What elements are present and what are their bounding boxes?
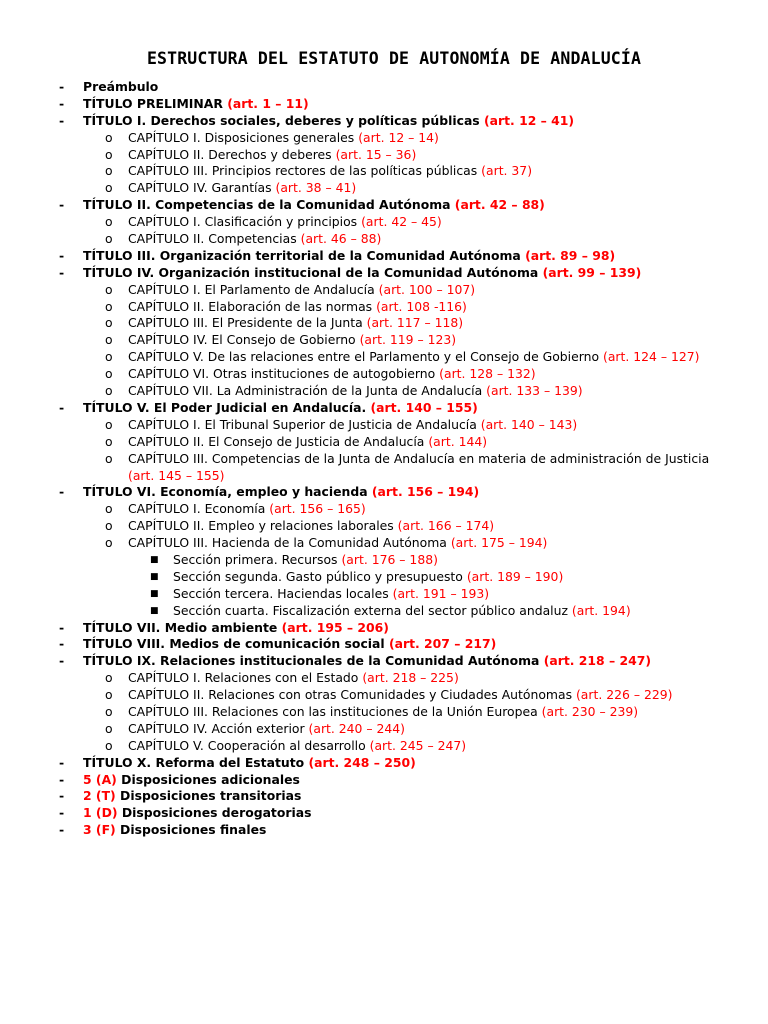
item-label: CAPÍTULO V. De las relaciones entre el Parlamento y el Consejo de Gobierno [128, 349, 603, 365]
outline-item-capitulo [0, 383, 768, 400]
dash-bullet: - [59, 822, 65, 838]
item-text [173, 569, 563, 586]
outline-item-capitulo [0, 434, 768, 451]
circle-bullet: o [105, 720, 113, 736]
article-range: (art. 140 – 143) [480, 416, 578, 432]
item-label: CAPÍTULO I. Economía [128, 501, 270, 517]
circle-bullet: o [105, 214, 113, 230]
circle-bullet: o [105, 535, 113, 551]
item-text [128, 315, 463, 332]
item-text [83, 197, 545, 214]
outline-item-seccion [0, 569, 768, 586]
square-bullet: ■ [150, 554, 159, 565]
outline-item-capitulo [0, 163, 768, 180]
dash-bullet: - [59, 197, 65, 213]
outline-item-capitulo [0, 214, 768, 231]
article-range: (art. 248 – 250) [308, 754, 416, 770]
outline-item-titulo [0, 822, 768, 839]
disposition-count: 3 (F) [83, 822, 121, 838]
item-label: CAPÍTULO II. Derechos y deberes [128, 146, 336, 162]
outline-item-capitulo [0, 282, 768, 299]
outline-item-capitulo [0, 738, 768, 755]
article-range: (art. 128 – 132) [439, 366, 536, 382]
item-label: Sección cuarta. Fiscalización externa del sector público andaluz [173, 602, 572, 618]
item-label: TÍTULO II. Competencias de la Comunidad Autónoma [83, 197, 455, 213]
square-bullet: ■ [150, 588, 159, 599]
article-range: (art. 156 – 194) [371, 484, 480, 500]
disposition-count: 2 (T) [83, 788, 121, 804]
item-text [128, 738, 466, 755]
item-label: CAPÍTULO II. Empleo y relaciones laborales [128, 518, 398, 534]
article-range: (art. 145 – 155) [128, 467, 225, 483]
dash-bullet: - [59, 619, 65, 635]
item-text [128, 501, 366, 518]
outline-item-capitulo [0, 231, 768, 248]
article-range: (art. 245 – 247) [369, 737, 467, 753]
outline-item-titulo [0, 265, 768, 282]
outline-item-capitulo [0, 417, 768, 434]
item-label: TÍTULO VII. Medio ambiente [83, 619, 282, 635]
item-label: Sección tercera. Haciendas locales [173, 585, 393, 601]
dash-bullet: - [59, 399, 65, 415]
outline-item-capitulo [0, 518, 768, 535]
item-label: CAPÍTULO I. Disposiciones generales [128, 129, 359, 145]
item-label: Sección primera. Recursos [173, 551, 342, 567]
outline-item-capitulo [0, 670, 768, 687]
article-range: (art. 99 – 139) [542, 264, 642, 280]
item-text [83, 484, 479, 501]
item-label: CAPÍTULO III. El Presidente de la Junta [128, 315, 367, 331]
dash-bullet: - [59, 484, 65, 500]
item-text [83, 805, 311, 822]
item-label: TÍTULO X. Reforma del Estatuto [83, 754, 309, 770]
outline-item-capitulo [0, 349, 768, 366]
article-range: (art. 144) [428, 433, 488, 449]
item-text [128, 180, 356, 197]
dash-bullet: - [59, 636, 65, 652]
outline-item-capitulo [0, 332, 768, 349]
dash-bullet: - [59, 771, 65, 787]
circle-bullet: o [105, 416, 113, 432]
article-range: (art. 46 – 88) [300, 231, 382, 247]
item-label: CAPÍTULO I. Clasificación y principios [128, 214, 362, 230]
item-label: CAPÍTULO II. Relaciones con otras Comunidades y Ciudades Autónomas [128, 687, 576, 703]
item-text [83, 636, 496, 653]
item-label: CAPÍTULO V. Cooperación al desarrollo [128, 737, 370, 753]
circle-bullet: o [105, 687, 113, 703]
item-text [128, 535, 547, 552]
disposition-count: 1 (D) [83, 805, 122, 821]
outline-item-titulo [0, 805, 768, 822]
article-range: (art. 195 – 206) [281, 619, 389, 635]
article-range: (art. 226 – 229) [575, 687, 673, 703]
article-range: (art. 133 – 139) [486, 383, 583, 399]
circle-bullet: o [105, 349, 113, 365]
item-text [128, 417, 577, 434]
article-range: (art. 37) [481, 163, 533, 179]
circle-bullet: o [105, 146, 113, 162]
article-range: (art. 175 – 194) [450, 535, 548, 551]
outline-item-titulo [0, 636, 768, 653]
item-label: CAPÍTULO IV. Acción exterior [128, 720, 309, 736]
outline-item-capitulo [0, 501, 768, 518]
outline-list [0, 79, 768, 839]
outline-item-capitulo [0, 147, 768, 164]
item-label: TÍTULO I. Derechos sociales, deberes y políticas públicas [83, 112, 484, 128]
article-range: (art. 42 – 88) [454, 197, 545, 213]
item-label: CAPÍTULO I. Relaciones con el Estado [128, 670, 363, 686]
article-range: (art. 117 – 118) [366, 315, 464, 331]
outline-item-capitulo [0, 704, 768, 721]
item-text [128, 349, 699, 366]
article-range: (art. 1 – 11) [227, 95, 309, 111]
dash-bullet: - [59, 112, 65, 128]
outline-item-capitulo [0, 451, 768, 485]
article-range: (art. 207 – 217) [388, 636, 497, 652]
circle-bullet: o [105, 163, 113, 179]
article-range: (art. 191 – 193) [392, 585, 490, 601]
outline-item-capitulo [0, 721, 768, 738]
item-text [83, 96, 309, 113]
document-title: ESTRUCTURA DEL ESTATUTO DE AUTONOMÍA DE ANDALUCÍA [146, 49, 642, 68]
outline-item-titulo [0, 772, 768, 789]
item-label: CAPÍTULO III. Relaciones con las instituciones de la Unión Europea [128, 703, 542, 719]
item-label: CAPÍTULO VII. La Administración de la Junta de Andalucía [128, 383, 487, 399]
outline-item-titulo [0, 653, 768, 670]
item-text [83, 788, 301, 805]
circle-bullet: o [105, 703, 113, 719]
item-label: Disposiciones derogatorias [121, 805, 312, 821]
item-text [83, 822, 266, 839]
item-text [128, 704, 638, 721]
article-range: (art. 189 – 190) [466, 568, 564, 584]
item-text [128, 130, 439, 147]
item-text [83, 265, 641, 282]
article-range: (art. 166 – 174) [397, 518, 495, 534]
article-range: (art. 156 – 165) [269, 501, 366, 517]
item-text [128, 518, 494, 535]
article-range: (art. 15 – 36) [335, 146, 417, 162]
article-range: (art. 100 – 107) [378, 281, 476, 297]
circle-bullet: o [105, 670, 113, 686]
outline-item-capitulo [0, 130, 768, 147]
outline-item-titulo [0, 197, 768, 214]
item-label: CAPÍTULO II. Elaboración de las normas [128, 298, 377, 314]
item-text [128, 670, 459, 687]
outline-item-titulo [0, 788, 768, 805]
outline-item-titulo [0, 113, 768, 130]
dash-bullet: - [59, 754, 65, 770]
item-text [173, 552, 438, 569]
circle-bullet: o [105, 450, 113, 466]
circle-bullet: o [105, 332, 113, 348]
item-label: CAPÍTULO II. El Consejo de Justicia de Andalucía [128, 433, 429, 449]
item-text [128, 366, 536, 383]
circle-bullet: o [105, 383, 113, 399]
circle-bullet: o [105, 281, 113, 297]
item-label: CAPÍTULO II. Competencias [128, 231, 301, 247]
article-range: (art. 38 – 41) [275, 180, 357, 196]
item-text [83, 653, 651, 670]
item-label: CAPÍTULO III. Hacienda de la Comunidad Autónoma [128, 535, 451, 551]
item-text [128, 434, 487, 451]
item-text [83, 113, 574, 130]
outline-item-seccion [0, 586, 768, 603]
disposition-count: 5 (A) [83, 771, 122, 787]
item-text [128, 687, 672, 704]
item-label: TÍTULO III. Organización territorial de la Comunidad Autónoma [83, 247, 526, 263]
outline-item-titulo [0, 96, 768, 113]
item-label: CAPÍTULO I. El Parlamento de Andalucía [128, 281, 379, 297]
outline-item-capitulo [0, 180, 768, 197]
dash-bullet: - [59, 264, 65, 280]
item-text [83, 772, 300, 789]
circle-bullet: o [105, 501, 113, 517]
circle-bullet: o [105, 737, 113, 753]
article-range: (art. 124 – 127) [603, 349, 700, 365]
dash-bullet: - [59, 788, 65, 804]
square-bullet: ■ [150, 605, 159, 616]
circle-bullet: o [105, 315, 113, 331]
item-label: CAPÍTULO IV. El Consejo de Gobierno [128, 332, 360, 348]
item-label: Disposiciones transitorias [120, 788, 302, 804]
outline-item-seccion [0, 603, 768, 620]
circle-bullet: o [105, 366, 113, 382]
article-range: (art. 119 – 123) [359, 332, 457, 348]
article-range: (art. 12 – 41) [484, 112, 575, 128]
item-text [128, 451, 730, 485]
item-text [128, 332, 456, 349]
item-label: CAPÍTULO III. Competencias de la Junta de Andalucía en materia de administración de Justicia [128, 450, 710, 466]
item-text [173, 603, 631, 620]
item-text [128, 282, 475, 299]
item-text [83, 620, 389, 637]
outline-item-titulo [0, 79, 768, 96]
item-label: Disposiciones finales [120, 822, 267, 838]
article-range: (art. 89 – 98) [525, 247, 616, 263]
circle-bullet: o [105, 231, 113, 247]
outline-item-capitulo [0, 299, 768, 316]
item-text [128, 299, 467, 316]
item-text [83, 400, 478, 417]
outline-item-titulo [0, 620, 768, 637]
article-range: (art. 42 – 45) [361, 214, 442, 230]
item-text [128, 147, 416, 164]
item-text [83, 755, 416, 772]
outline-item-titulo [0, 755, 768, 772]
dash-bullet: - [59, 247, 65, 263]
item-label: Sección segunda. Gasto público y presupuesto [173, 568, 467, 584]
article-range: (art. 218 – 225) [362, 670, 459, 686]
item-label: TÍTULO PRELIMINAR [83, 95, 228, 111]
outline-item-seccion [0, 552, 768, 569]
article-range: (art. 12 – 14) [358, 129, 439, 145]
item-label: TÍTULO IX. Relaciones institucionales de la Comunidad Autónoma [83, 653, 544, 669]
item-text [128, 383, 583, 400]
dash-bullet: - [59, 79, 65, 94]
dash-bullet: - [59, 95, 65, 111]
dash-bullet: - [59, 653, 65, 669]
circle-bullet: o [105, 433, 113, 449]
item-label: TÍTULO IV. Organización institucional de la Comunidad Autónoma [83, 264, 543, 280]
item-label: CAPÍTULO III. Principios rectores de las políticas públicas [128, 163, 482, 179]
dash-bullet: - [59, 805, 65, 821]
circle-bullet: o [105, 298, 113, 314]
item-text [83, 79, 158, 96]
article-range: (art. 218 – 247) [543, 653, 652, 669]
circle-bullet: o [105, 518, 113, 534]
item-label: Disposiciones adicionales [121, 771, 300, 787]
article-range: (art. 176 – 188) [341, 551, 438, 567]
item-label: CAPÍTULO I. El Tribunal Superior de Justicia de Andalucía [128, 416, 481, 432]
article-range: (art. 140 – 155) [370, 399, 478, 415]
article-range: (art. 194) [571, 602, 631, 618]
item-text [128, 163, 532, 180]
outline-item-capitulo [0, 535, 768, 552]
item-label: Preámbulo [83, 79, 159, 94]
item-text [173, 586, 489, 603]
outline-item-capitulo [0, 315, 768, 332]
circle-bullet: o [105, 129, 113, 145]
item-label: TÍTULO VI. Economía, empleo y hacienda [83, 484, 372, 500]
item-text [83, 248, 615, 265]
outline-item-capitulo [0, 366, 768, 383]
item-text [128, 231, 381, 248]
article-range: (art. 108 -116) [376, 298, 467, 314]
item-label: CAPÍTULO IV. Garantías [128, 180, 276, 196]
circle-bullet: o [105, 180, 113, 196]
item-label: TÍTULO VIII. Medios de comunicación social [83, 636, 389, 652]
item-text [128, 721, 405, 738]
outline-item-titulo [0, 248, 768, 265]
article-range: (art. 230 – 239) [541, 703, 639, 719]
article-range: (art. 240 – 244) [308, 720, 405, 736]
square-bullet: ■ [150, 571, 159, 582]
outline-item-titulo [0, 400, 768, 417]
item-text [128, 214, 442, 231]
outline-item-capitulo [0, 687, 768, 704]
item-label: CAPÍTULO VI. Otras instituciones de autogobierno [128, 366, 440, 382]
outline-item-titulo [0, 484, 768, 501]
item-label: TÍTULO V. El Poder Judicial en Andalucía. [83, 399, 371, 415]
